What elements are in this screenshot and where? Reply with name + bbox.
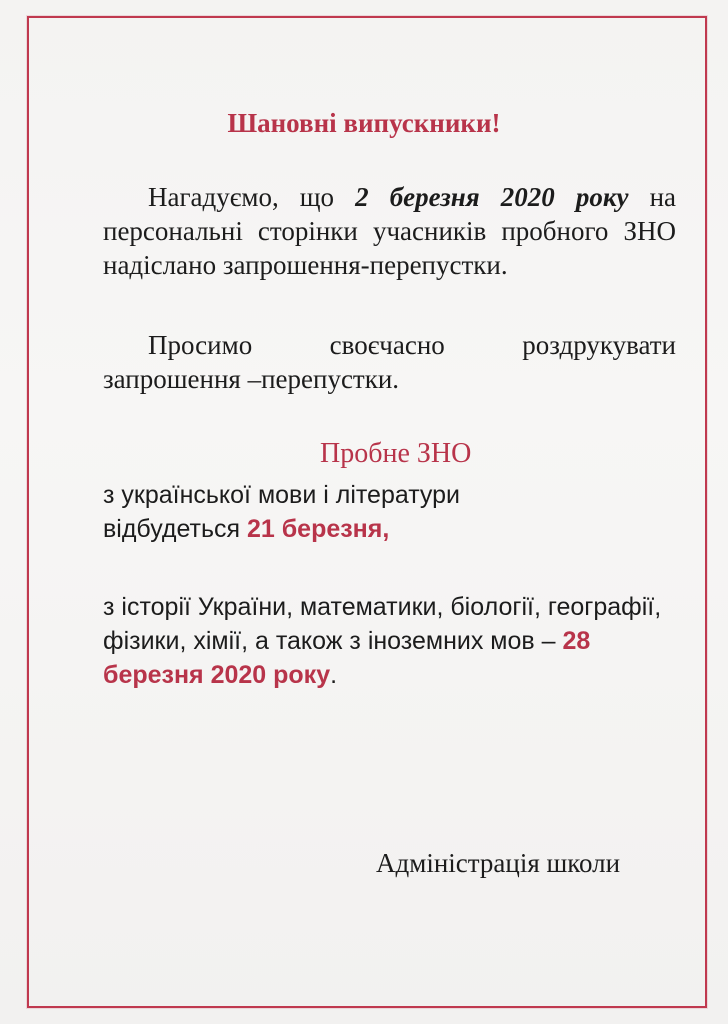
reminder-rest: на персональні сторінки учасників пробного ЗНО надіслано запрошення-перепустки. [103,182,676,280]
exam-heading: Пробне ЗНО [320,438,472,469]
print-request-text: Просимо своєчасно роздрукувати запрошення –перепустки. [103,330,676,394]
exam-other-date: 28 березня 2020 року [103,627,591,689]
exam-ukrainian-subjects: з української мови і літератури [103,481,461,509]
exam-ukrainian-date: 21 березня, [246,515,390,543]
print-request-paragraph [103,328,676,396]
signature: Адміністрація школи [376,848,621,878]
exam-ukrainian-label: відбудеться [103,515,247,543]
exam-ukrainian [103,478,693,546]
exam-other-subjects-list: з історії України, математики, біології, географії, фізики, хімії, а також з іноземних мов – [103,593,662,655]
exam-other-end: . [330,661,338,689]
notice-title: Шановні випускники! [227,108,501,138]
exam-ukrainian-date-line [103,512,693,546]
exam-other-subjects [103,590,693,692]
reminder-paragraph [103,180,676,282]
reminder-date: 2 березня 2020 року [355,182,629,212]
reminder-lead: Нагадуємо, що [148,182,356,212]
